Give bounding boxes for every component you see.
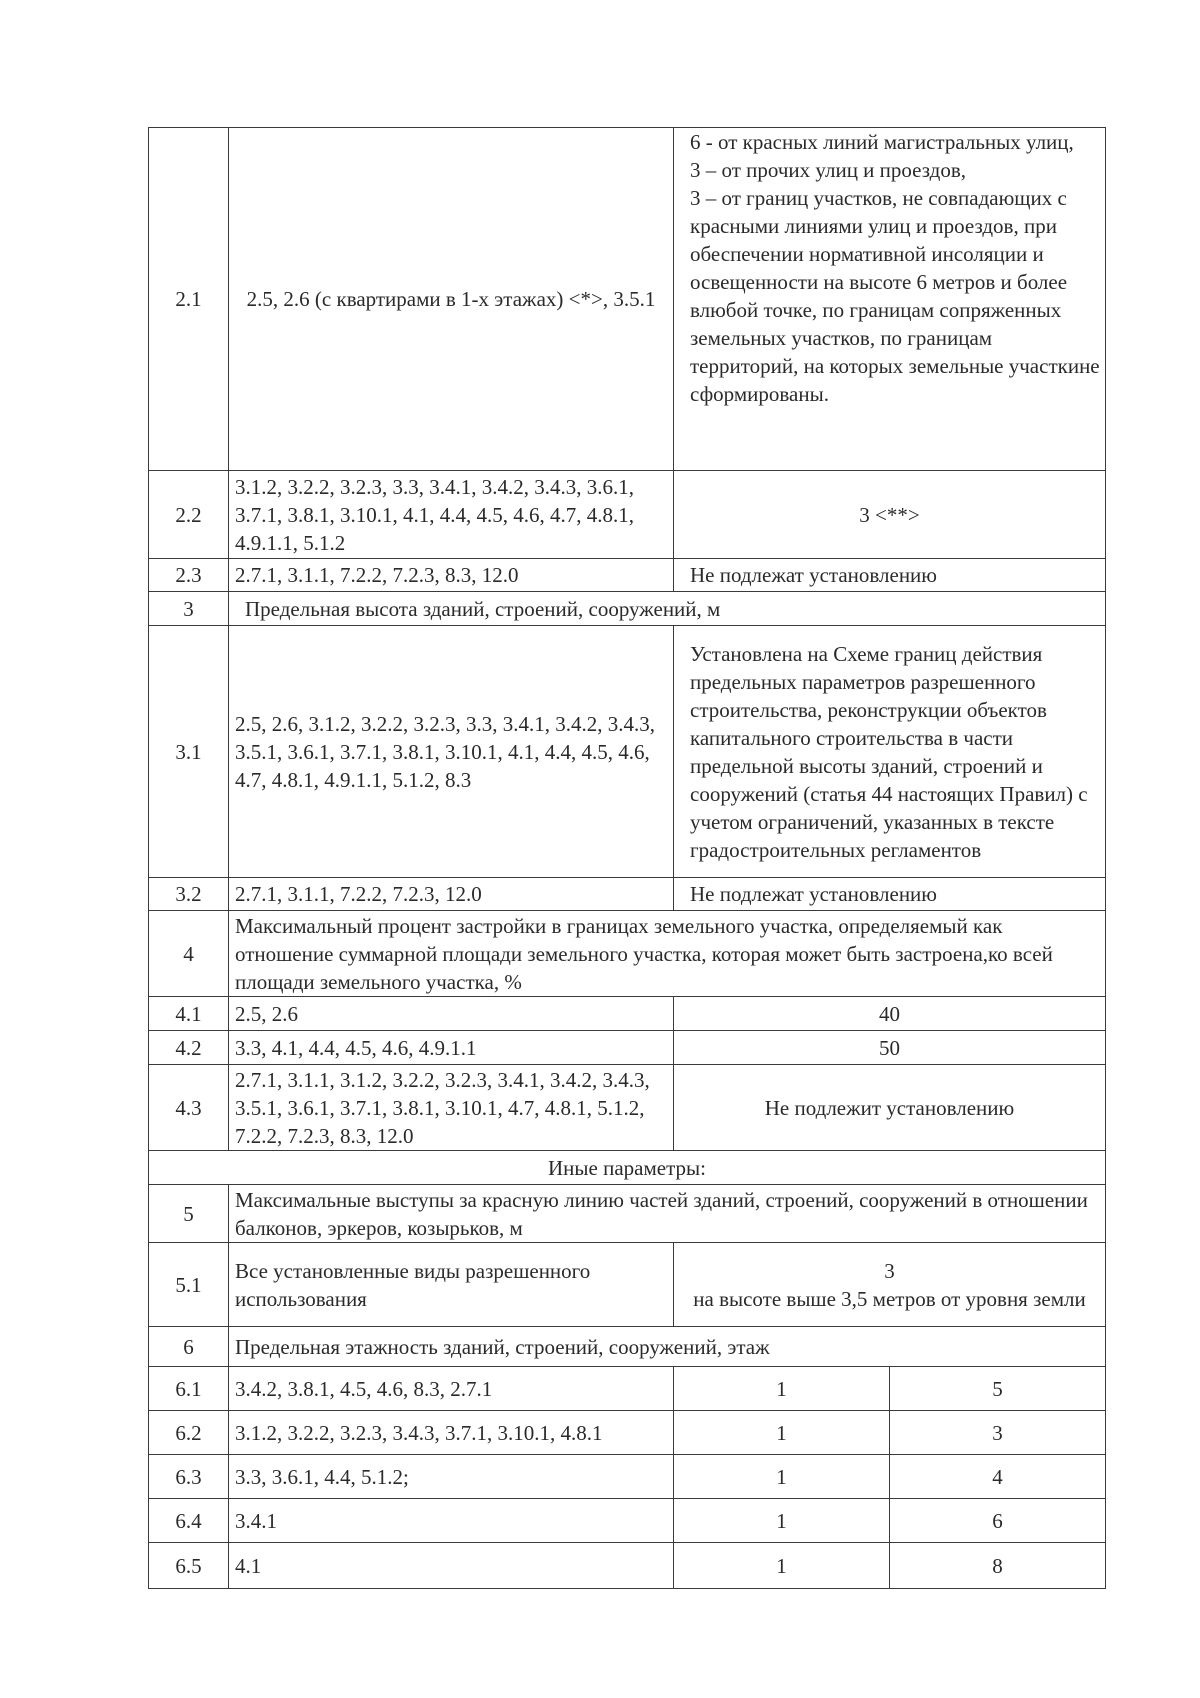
floors-min: 1 [674, 1543, 890, 1589]
section-number: 5 [149, 1185, 229, 1243]
section-title: Предельная этажность зданий, строений, сооружений, этаж [229, 1327, 1106, 1367]
table-row [149, 997, 1106, 1031]
row-number: 5.1 [149, 1243, 229, 1327]
table-row [149, 1411, 1106, 1455]
row-number: 3.1 [149, 626, 229, 878]
floors-max: 3 [890, 1411, 1106, 1455]
table-row [149, 911, 1106, 997]
section-number: 4 [149, 911, 229, 997]
table-row [149, 1499, 1106, 1543]
coverage-value: 50 [674, 1031, 1106, 1065]
use-types: 3.3, 3.6.1, 4.4, 5.1.2; [229, 1455, 674, 1499]
table-row [149, 1151, 1106, 1185]
other-parameters-heading: Иные параметры: [149, 1151, 1106, 1185]
section-title: Предельная высота зданий, строений, сооружений, м [229, 592, 1106, 626]
use-types: 3.3, 4.1, 4.4, 4.5, 4.6, 4.9.1.1 [229, 1031, 674, 1065]
use-types: 2.5, 2.6 [229, 997, 674, 1031]
use-types: 2.7.1, 3.1.1, 7.2.2, 7.2.3, 8.3, 12.0 [229, 559, 674, 592]
regulations-table [148, 127, 1106, 1589]
use-types: 3.4.2, 3.8.1, 4.5, 4.6, 8.3, 2.7.1 [229, 1367, 674, 1411]
row-number: 6.3 [149, 1455, 229, 1499]
table-row [149, 1031, 1106, 1065]
floors-max: 4 [890, 1455, 1106, 1499]
use-types: 4.1 [229, 1543, 674, 1589]
use-types: 2.5, 2.6 (с квартирами в 1-х этажах) <*>, 3.5.1 [229, 128, 674, 471]
table-row [149, 626, 1106, 878]
height-value: Установлена на Схеме границ действия предельных параметров разрешенного строительства, реконструкции объектов капитального строительства в части предельной высоты зданий, строений и сооружений (статья 44 настоящих Правил) с учетом ограничений, указанных в тексте градостроительных регламентов [674, 626, 1106, 878]
floors-max: 5 [890, 1367, 1106, 1411]
section-title: Максимальные выступы за красную линию частей зданий, строений, сооружений в отношении балконов, эркеров, козырьков, м [229, 1185, 1106, 1243]
use-types: Все установленные виды разрешенного использования [229, 1243, 674, 1327]
row-number: 2.3 [149, 559, 229, 592]
floors-min: 1 [674, 1499, 890, 1543]
table-row [149, 128, 1106, 471]
floors-max: 8 [890, 1543, 1106, 1589]
row-number: 4.3 [149, 1065, 229, 1151]
height-value: Не подлежат установлению [674, 878, 1106, 911]
table-row [149, 1543, 1106, 1589]
table-row [149, 592, 1106, 626]
table-row [149, 1455, 1106, 1499]
row-number: 4.1 [149, 997, 229, 1031]
setback-value: 6 - от красных линий магистральных улиц, 3 – от прочих улиц и проездов, 3 – от границ участков, не совпадающих с красными линиями улиц и проездов, при обеспечении нормативной инсоляции и освещенности на высоте 6 метров и более влюбой точке, по границам сопряженных земельных участков, по границам территорий, на которых земельные участкине сформированы. [674, 128, 1106, 471]
row-number: 6.1 [149, 1367, 229, 1411]
projection-value: 3 на высоте выше 3,5 метров от уровня земли [674, 1243, 1106, 1327]
section-number: 3 [149, 592, 229, 626]
row-number: 6.2 [149, 1411, 229, 1455]
use-types: 3.4.1 [229, 1499, 674, 1543]
setback-value: 3 <**> [674, 471, 1106, 559]
row-number: 2.2 [149, 471, 229, 559]
floors-min: 1 [674, 1455, 890, 1499]
table-row [149, 1367, 1106, 1411]
row-number: 6.4 [149, 1499, 229, 1543]
floors-min: 1 [674, 1367, 890, 1411]
setback-value: Не подлежат установлению [674, 559, 1106, 592]
use-types: 2.7.1, 3.1.1, 3.1.2, 3.2.2, 3.2.3, 3.4.1, 3.4.2, 3.4.3, 3.5.1, 3.6.1, 3.7.1, 3.8.1, 3.10.1, 4.7, 4.8.1, 5.1.2, 7.2.2, 7.2.3, 8.3, 12.0 [229, 1065, 674, 1151]
row-number: 4.2 [149, 1031, 229, 1065]
coverage-value: Не подлежит установлению [674, 1065, 1106, 1151]
use-types: 3.1.2, 3.2.2, 3.2.3, 3.3, 3.4.1, 3.4.2, 3.4.3, 3.6.1, 3.7.1, 3.8.1, 3.10.1, 4.1, 4.4, 4.5, 4.6, 4.7, 4.8.1, 4.9.1.1, 5.1.2 [229, 471, 674, 559]
table-row [149, 471, 1106, 559]
table-row [149, 559, 1106, 592]
floors-max: 6 [890, 1499, 1106, 1543]
section-title: Максимальный процент застройки в границах земельного участка, определяемый как отношение суммарной площади земельного участка, которая может быть застроена,ко всей площади земельного участка, % [229, 911, 1106, 997]
table-row [149, 1327, 1106, 1367]
use-types: 3.1.2, 3.2.2, 3.2.3, 3.4.3, 3.7.1, 3.10.1, 4.8.1 [229, 1411, 674, 1455]
table-row [149, 1185, 1106, 1243]
table-row [149, 1065, 1106, 1151]
coverage-value: 40 [674, 997, 1106, 1031]
table-row [149, 1243, 1106, 1327]
table-row [149, 878, 1106, 911]
floors-min: 1 [674, 1411, 890, 1455]
use-types: 2.7.1, 3.1.1, 7.2.2, 7.2.3, 12.0 [229, 878, 674, 911]
section-number: 6 [149, 1327, 229, 1367]
row-number: 6.5 [149, 1543, 229, 1589]
row-number: 3.2 [149, 878, 229, 911]
use-types: 2.5, 2.6, 3.1.2, 3.2.2, 3.2.3, 3.3, 3.4.1, 3.4.2, 3.4.3, 3.5.1, 3.6.1, 3.7.1, 3.8.1, 3.10.1, 4.1, 4.4, 4.5, 4.6, 4.7, 4.8.1, 4.9.1.1, 5.1.2, 8.3 [229, 626, 674, 878]
row-number: 2.1 [149, 128, 229, 471]
